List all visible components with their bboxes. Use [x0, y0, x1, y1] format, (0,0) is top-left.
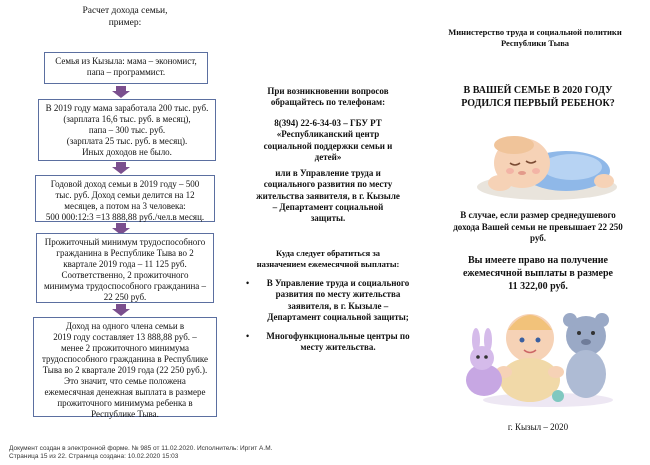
text-line: руб.	[529, 233, 547, 244]
text-line: дохода Вашей семьи не превышает 22 250	[453, 221, 623, 232]
bullet-icon: •	[246, 331, 250, 341]
text-line: При возникновении вопросов	[267, 86, 389, 96]
box-line: Доход на одного члена семьи в	[65, 321, 185, 331]
conclusion-box	[33, 317, 217, 417]
footer-line: Документ создан в электронной форме. № 985 от 11.02.2020. Исполнитель: Иргит А.М.	[9, 445, 273, 452]
box-line: прожиточного минимума ребенка в	[57, 397, 193, 408]
place-and-year: г. Кызыл – 2020	[507, 422, 569, 432]
text-line: детей»	[314, 151, 342, 162]
subsistence-minimum-box	[36, 233, 214, 303]
box-line: 500 000:12:3 =13 888,88 руб./чел.в месяц.	[45, 211, 205, 222]
text-line: заявителя, в г. Кызыле –	[287, 300, 389, 311]
text-line: В ВАШЕЙ СЕМЬЕ В 2020 ГОДУ	[463, 85, 613, 96]
box-line: гражданина в Республике Тыва во 2	[56, 247, 194, 258]
where-to-apply-list	[244, 278, 414, 362]
text-line: Департамент социальной защиты;	[267, 311, 409, 322]
text-line: Республики Тыва	[500, 37, 570, 48]
box-line: Это значит, что семье положена	[64, 375, 186, 386]
box-line: тыс. руб. Доход семьи делится на 12	[55, 189, 195, 200]
list-item	[244, 278, 414, 323]
calc-heading-line1: Расчет дохода семьи,	[82, 6, 168, 16]
text-line: защиты.	[310, 213, 346, 223]
list-item	[244, 331, 414, 354]
box-line: папа – 300 тыс. руб.	[88, 124, 166, 135]
text-line: месту жительства.	[300, 342, 376, 353]
text-line: социальной поддержки семьи и	[263, 140, 393, 151]
text-line: РОДИЛСЯ ПЕРВЫЙ РЕБЕНОК?	[461, 98, 615, 109]
footer-line: Страница 15 из 22. Страница создана: 10.02.2020 15:03	[9, 453, 179, 461]
contact-intro	[248, 86, 408, 109]
box-line: минимума трудоспособного гражданина –	[43, 280, 207, 291]
text-line: Министерство труда и социальной политики	[448, 27, 622, 37]
annual-income-box	[35, 175, 215, 222]
calc-heading	[40, 6, 210, 30]
headline	[440, 84, 636, 110]
text-line: Вы имеете право на получение	[468, 255, 608, 266]
income-box	[38, 99, 216, 161]
text-line: или в Управление труда и	[275, 168, 381, 178]
box-line: ежемесячная денежная выплата в размере	[44, 386, 206, 397]
box-line: папа – программист.	[86, 66, 166, 77]
text-line: социального развития по месту	[263, 179, 393, 190]
box-line: Республике Тыва.	[91, 408, 159, 419]
box-line: месяцев, а потом на 3 человека:	[64, 200, 186, 211]
income-condition	[438, 210, 638, 245]
where-to-apply-intro	[248, 248, 408, 269]
text-line: жительства заявителя, в г. Кызыле	[256, 190, 400, 201]
example-family-box	[44, 52, 208, 84]
contact-phone-org	[248, 118, 408, 163]
box-line: (зарплата 16,6 тыс. руб. в месяц),	[63, 113, 191, 124]
bullet-icon: •	[246, 278, 250, 288]
box-line: трудоспособного гражданина в Республике	[41, 353, 209, 364]
text-line: назначением ежемесячной выплаты:	[256, 258, 400, 269]
text-line: Куда следует обратиться за	[275, 248, 381, 258]
box-line: 22 250 руб.	[103, 291, 147, 302]
text-line: ежемесячной выплаты в размере	[462, 268, 613, 279]
box-line: менее 2 прожиточного минимума	[60, 342, 190, 353]
text-line: Многофункциональные центры по	[266, 331, 410, 341]
ministry-header	[440, 27, 630, 48]
text-line: 11 322,00 руб.	[508, 281, 568, 292]
box-line: 2019 году составляет 13 888,88 руб. –	[53, 331, 197, 342]
box-line: В 2019 году мама заработала 200 тыс. руб.	[45, 103, 209, 113]
text-line: развития по месту жительства	[275, 289, 401, 300]
baby-with-toys-illustration	[458, 300, 618, 410]
text-line: В случае, если размер среднедушевого	[460, 210, 616, 220]
box-line: Семья из Кызыла: мама – экономист,	[55, 56, 197, 66]
sleeping-baby-illustration	[462, 115, 622, 203]
text-line: обращайтесь по телефонам:	[270, 97, 386, 108]
document-footer	[9, 445, 509, 461]
entitlement-statement	[436, 254, 640, 293]
box-line: Прожиточный минимум трудоспособного	[44, 237, 206, 247]
text-line: 8(394) 22-6-34-03 – ГБУ РТ	[274, 118, 382, 128]
box-line: Тыва во 2 квартале 2019 года (22 250 руб.).	[42, 364, 208, 375]
text-line: – Департамент социальной	[272, 201, 384, 212]
contact-alternative	[248, 168, 408, 224]
box-line: Соответственно, 2 прожиточного	[61, 269, 189, 280]
box-line: квартале 2019 года – 11 125 руб.	[63, 258, 187, 269]
box-line: Иных доходов не было.	[82, 146, 172, 157]
calc-heading-line2: пример:	[108, 17, 142, 28]
box-line: Годовой доход семьи в 2019 году – 500	[50, 179, 200, 189]
text-line: В Управление труда и социального	[266, 278, 410, 288]
box-line: (зарплата 25 тыс. руб. в месяц).	[66, 135, 188, 146]
text-line: «Республиканский центр	[276, 129, 380, 140]
